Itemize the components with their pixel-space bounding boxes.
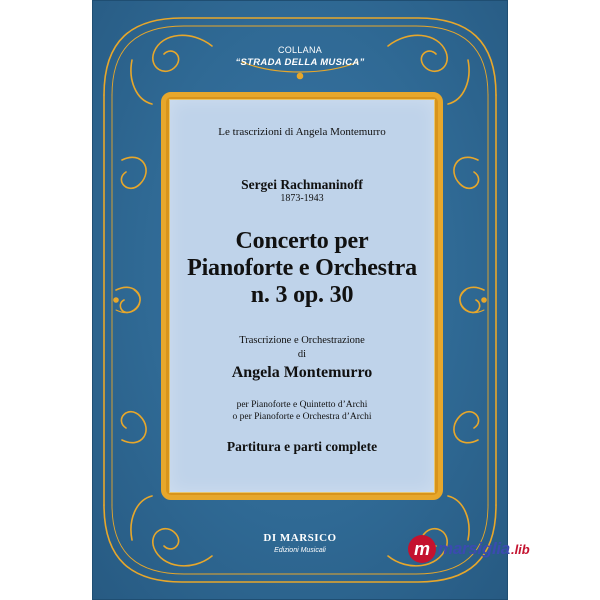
work-title-line-3: n. 3 op. 30 — [250, 282, 354, 308]
publisher-name: DI MARSICO — [263, 532, 337, 544]
title-panel — [170, 100, 434, 492]
edition-contents: Partitura e parti complete — [226, 439, 378, 454]
watermark-name: marsiglia — [438, 539, 510, 558]
composer-name: Sergei Rachmaninoff — [241, 177, 363, 192]
work-title — [170, 228, 434, 309]
arrangement-by: di — [297, 349, 307, 360]
work-title-line-2: Pianoforte e Orchestra — [187, 255, 417, 281]
instrumentation-line-1: per Pianoforte e Quintetto d’Archi — [236, 400, 368, 410]
watermark-tld: .lib — [510, 541, 530, 557]
series-title: “STRADA DELLA MUSICA” — [235, 57, 365, 68]
watermark-m-icon: m — [408, 535, 436, 563]
arranger-name: Angela Montemurro — [231, 364, 373, 381]
instrumentation-line-2: o per Pianoforte e Orchestra d’Archi — [232, 412, 372, 422]
book-cover — [92, 0, 508, 600]
transcriptions-series-line: Le trascrizioni di Angela Montemurro — [218, 126, 386, 138]
composer-years: 1873-1943 — [280, 193, 324, 204]
publisher-subtitle: Edizioni Musicali — [274, 547, 326, 554]
arrangement-line: Trascrizione e Orchestrazione — [239, 335, 365, 346]
work-title-line-1: Concerto per — [235, 228, 369, 254]
store-watermark-logo — [408, 534, 530, 564]
series-label: COLLANA — [277, 45, 323, 55]
